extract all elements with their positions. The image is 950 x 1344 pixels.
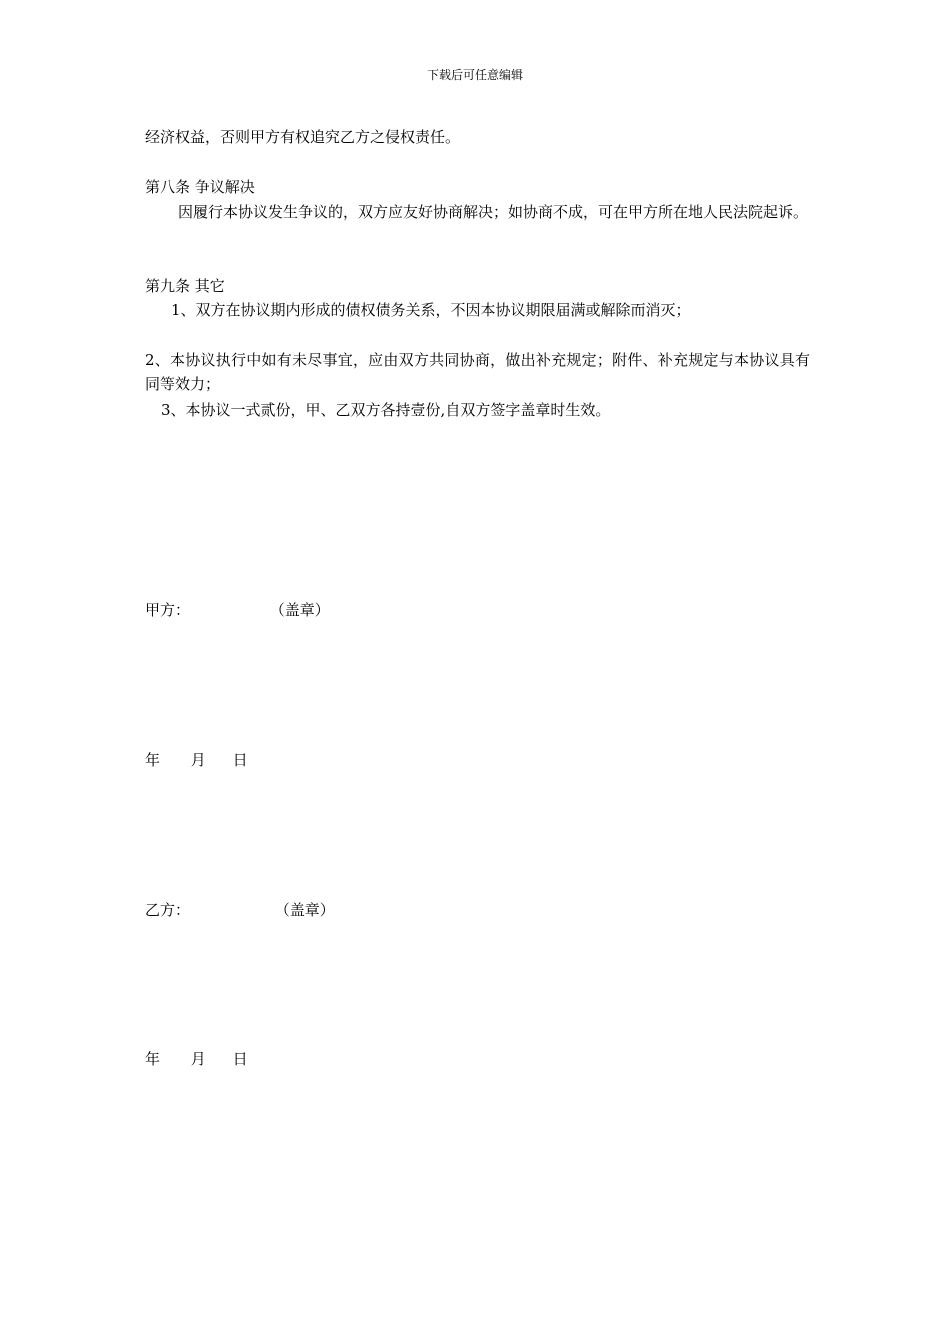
party-b-date-year: 年 [145,1050,161,1068]
party-a-seal: （盖章） [269,601,330,619]
article9-item3: 3、本协议一式贰份，甲、乙双方各持壹份,自双方签字盖章时生效。 [161,401,611,419]
article9-title: 第九条 其它 [145,277,225,295]
article9-item1: 1、双方在协议期内形成的债权债务关系，不因本协议期限届满或解除而消灭； [171,301,691,319]
continuation-line: 经济权益，否则甲方有权追究乙方之侵权责任。 [145,128,461,146]
party-b-signature-line [145,900,335,920]
party-a-date-day: 日 [232,751,248,769]
page-header-note: 下载后可任意编辑 [426,68,523,82]
party-b-date-line [145,1049,248,1069]
party-b-date-month: 月 [190,1050,206,1068]
party-b-date-day: 日 [232,1050,248,1068]
article8-title: 第八条 争议解决 [145,178,255,196]
article9-item2: 2、本协议执行中如有未尽事宜，应由双方共同协商，做出补充规定；附件、补充规定与本协议具有同等效力； [145,351,810,393]
party-a-date-year: 年 [145,751,161,769]
party-a-signature-line [145,600,330,620]
party-a-date-month: 月 [190,751,206,769]
party-a-label: 甲方： [145,601,191,619]
party-b-seal: （盖章） [274,901,335,919]
article8-text: 因履行本协议发生争议的，双方应友好协商解决；如协商不成，可在甲方所在地人民法院起诉。 [178,203,809,221]
party-b-label: 乙方： [145,901,191,919]
party-a-date-line [145,750,248,770]
